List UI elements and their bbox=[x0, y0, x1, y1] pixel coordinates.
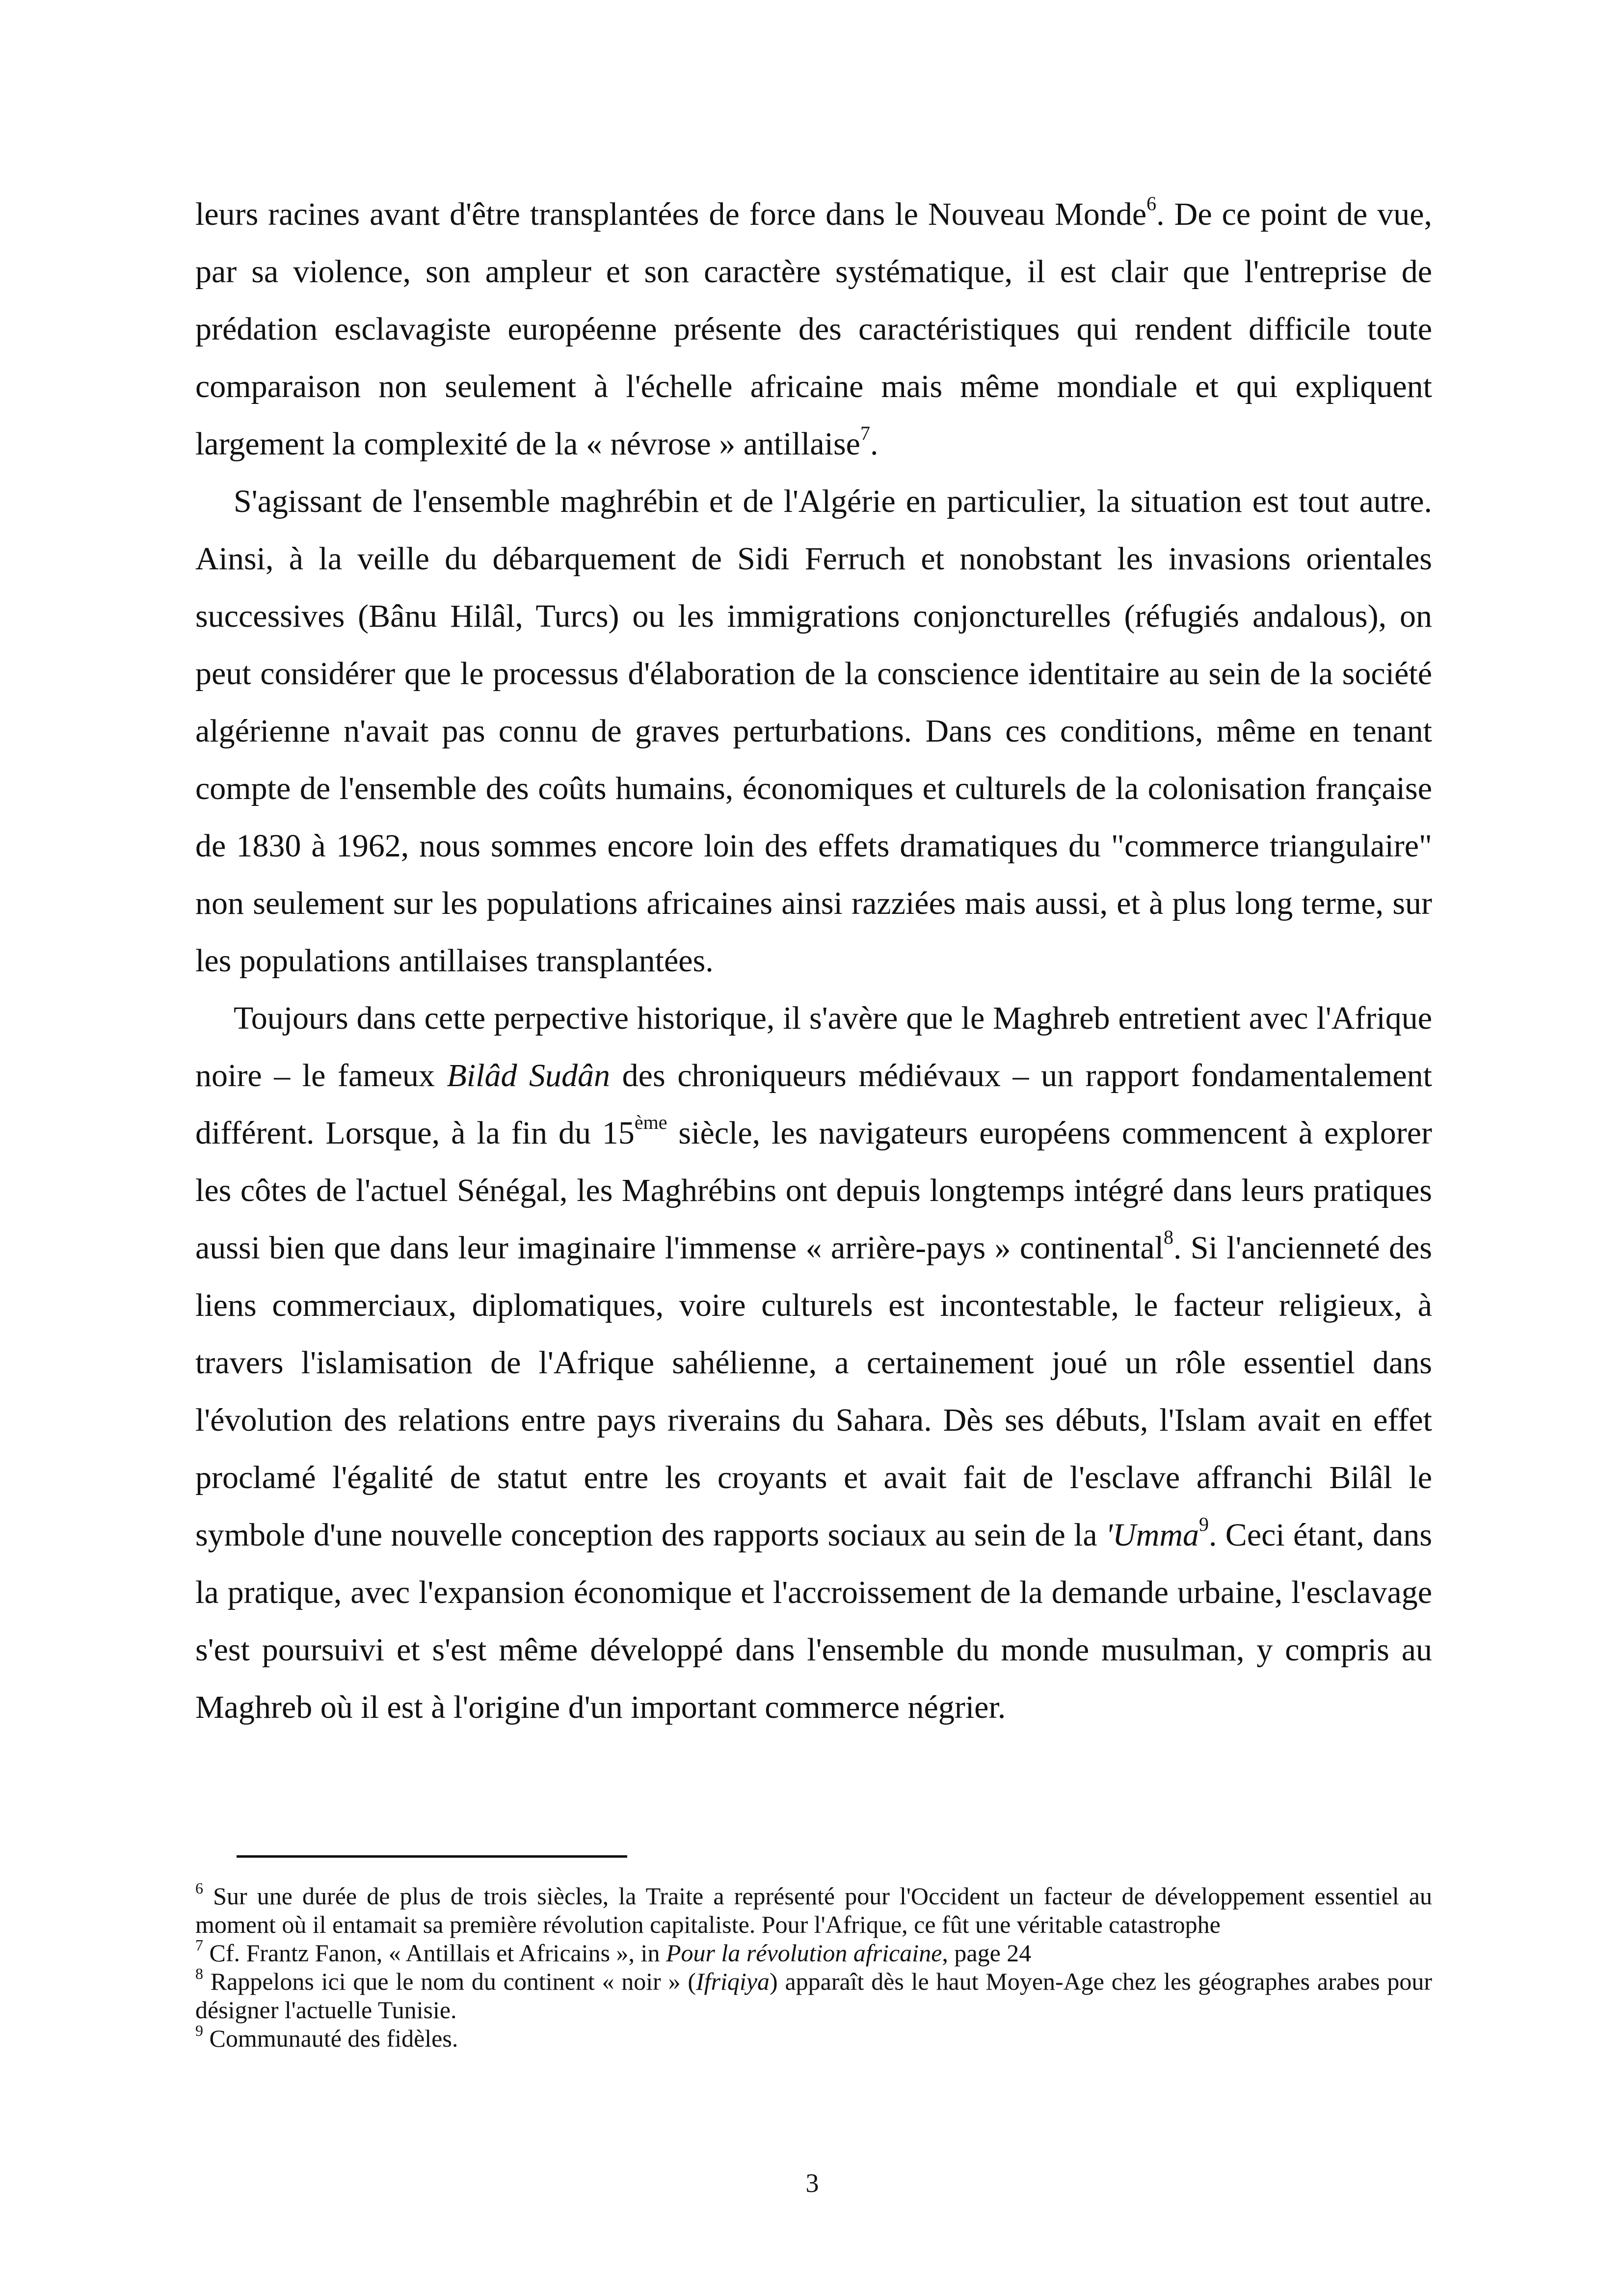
footnote-text: ) apparaît dès le haut Moyen-Age chez les géographes arabes pour désigner l'actuelle Tunisie. bbox=[195, 1968, 1432, 2024]
paragraph-3 bbox=[195, 989, 1432, 1736]
page-number: 3 bbox=[805, 2168, 819, 2198]
footnote-text: , page 24 bbox=[942, 1939, 1032, 1967]
footnote-number: 8 bbox=[195, 1965, 203, 1982]
footnote-number: 7 bbox=[195, 1936, 203, 1954]
footnote-number: 9 bbox=[195, 2022, 203, 2039]
footnote-number: 6 bbox=[195, 1879, 203, 1897]
footnote-italic-title: Pour la révolution africaine bbox=[665, 1939, 942, 1967]
paragraph-1-text: . bbox=[870, 426, 878, 462]
footnote-ref-6[interactable]: 6 bbox=[1146, 192, 1157, 214]
paragraph-3-text: des chroniqueurs médiévaux – un rapport fondamentalement différent. Lorsque, à la fin du 15 bbox=[195, 1058, 1432, 1151]
paragraph-3-text: . Ceci étant, dans la pratique, avec l'expansion économique et l'accroissement de la demande urbaine, l'esclavage s'est poursuivi et s'est même développé dans l'ensemble du monde musulman, y compris au Maghreb où il est à l'origine d'un important commerce négrier. bbox=[195, 1517, 1432, 1725]
footnote-ref-7[interactable]: 7 bbox=[860, 422, 870, 444]
ordinal-suffix: ème bbox=[634, 1111, 667, 1133]
paragraph-1-text: . De ce point de vue, par sa violence, son ampleur et son caractère systématique, il est clair que l'entreprise de prédation esclavagiste européenne présente des caractéristiques qui rendent difficile toute comparaison non seulement à l'échelle africaine mais même mondiale et qui expliquent largement la complexité de la « névrose » antillaise bbox=[195, 196, 1433, 462]
footnote-8 bbox=[195, 1967, 1432, 2024]
body-text bbox=[195, 186, 1432, 1736]
paragraph-1-text: leurs racines avant d'être transplantées de force dans le Nouveau Monde bbox=[195, 196, 1147, 232]
footnote-text: Sur une durée de plus de trois siècles, la Traite a représenté pour l'Occident un facteur de développement essentiel au moment où il entamait sa première révolution capitaliste. Pour l'Afrique, ce fût une véritable catastrophe bbox=[195, 1882, 1432, 1938]
italic-term-umma: 'Umma bbox=[1105, 1517, 1199, 1553]
paragraph-3-text: siècle, les navigateurs européens commencent à explorer les côtes de l'actuel Sénégal, les Maghrébins ont depuis longtemps intégré dans leurs pratiques aussi bien que dans leur imaginaire l'immense « arrière-pays » continental bbox=[195, 1115, 1432, 1266]
footnote-text: Communauté des fidèles. bbox=[203, 2025, 458, 2052]
paragraph-3-text: Toujours dans cette perpective historique, il s'avère que le Maghreb entretient avec l'Afrique noire – le fameux bbox=[195, 1000, 1432, 1094]
footnote-text: Rappelons ici que le nom du continent « noir » ( bbox=[203, 1968, 696, 1995]
footnote-6 bbox=[195, 1879, 1432, 1939]
paragraph-3-text: . Si l'ancienneté des liens commerciaux, diplomatiques, voire culturels est incontestable, le facteur religieux, à travers l'islamisation de l'Afrique sahélienne, a certainement joué un rôle essentiel dans l'évolution des relations entre pays riverains du Sahara. Dès ses débuts, l'Islam avait en effet proclamé l'égalité de statut entre les croyants et avait fait de l'esclave affranchi Bilâl le symbole d'une nouvelle conception des rapports sociaux au sein de la bbox=[195, 1230, 1432, 1553]
paragraph-2: S'agissant de l'ensemble maghrébin et de l'Algérie en particulier, la situation est tout autre. Ainsi, à la veille du débarquement de Sidi Ferruch et nonobstant les invasions orientales successives (Bânu Hilâl, Turcs) ou les immigrations conjoncturelles (réfugiés andalous), on peut considérer que le processus d'élaboration de la conscience identitaire au sein de la société algérienne n'avait pas connu de graves perturbations. Dans ces conditions, même en tenant compte de l'ensemble des coûts humains, économiques et culturels de la colonisation française de 1830 à 1962, nous sommes encore loin des effets dramatiques du "commerce triangulaire" non seulement sur les populations africaines ainsi razziées mais aussi, et à plus long terme, sur les populations antillaises transplantées. bbox=[195, 483, 1432, 979]
footnote-text: Cf. Frantz Fanon, « Antillais et Africains », in bbox=[203, 1939, 666, 1967]
paragraph-1 bbox=[195, 186, 1432, 473]
footnote-7 bbox=[195, 1936, 1432, 1967]
footnotes bbox=[195, 1879, 1432, 2053]
italic-term-bilad-sudan: Bilâd Sudân bbox=[447, 1058, 611, 1094]
footnote-italic-term: Ifriqiya bbox=[696, 1968, 770, 1995]
footnote-ref-8[interactable]: 8 bbox=[1164, 1226, 1174, 1248]
footnote-9 bbox=[195, 2024, 1432, 2053]
footnote-separator bbox=[237, 1855, 627, 1858]
footnote-ref-9[interactable]: 9 bbox=[1199, 1513, 1209, 1535]
